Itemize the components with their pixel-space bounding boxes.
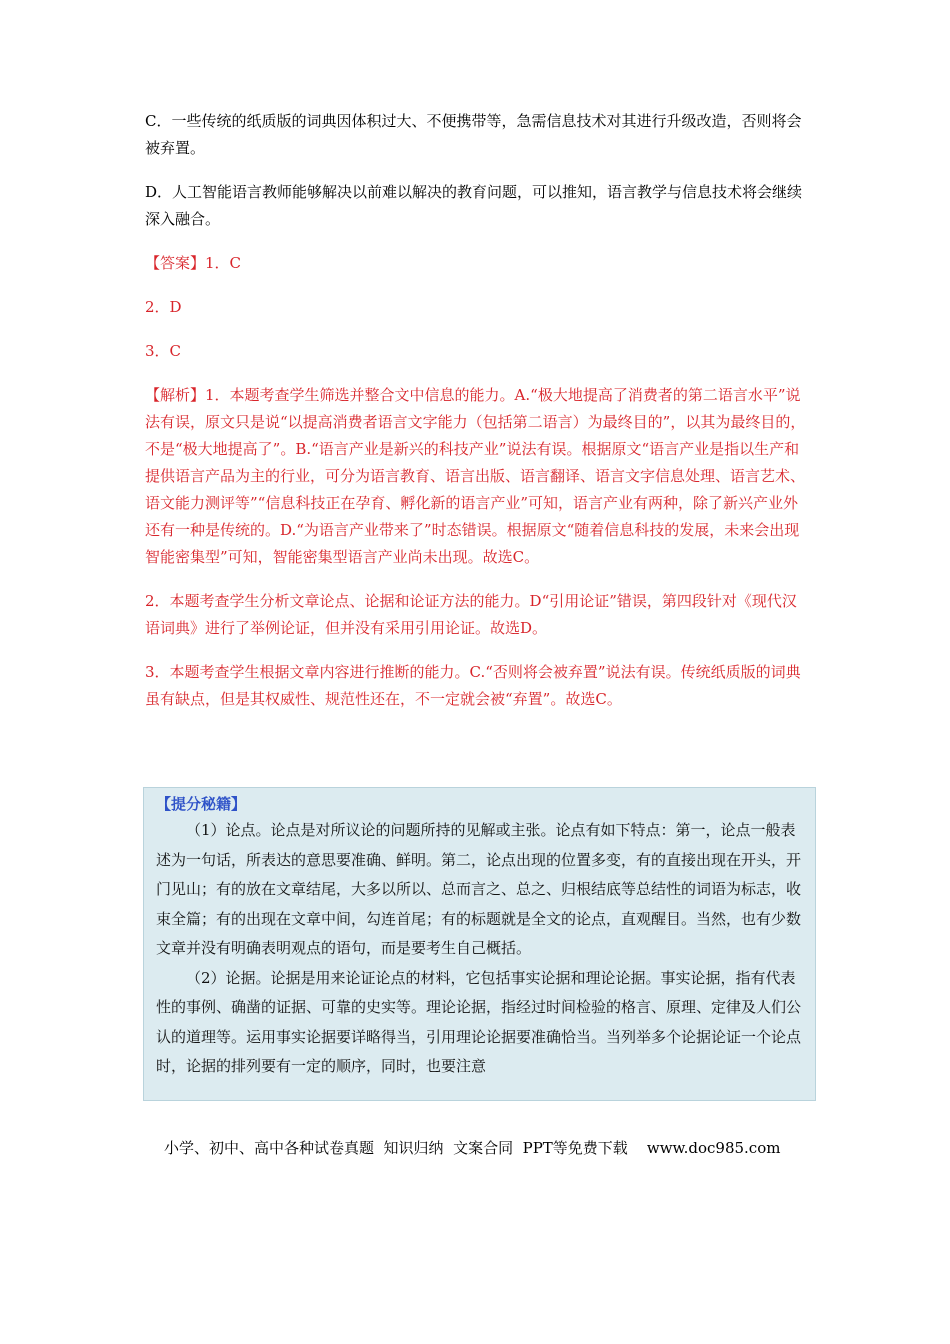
answer-2: 2．D bbox=[145, 298, 182, 316]
analysis-1 bbox=[145, 382, 810, 571]
analysis-tag: 【解析】 bbox=[145, 386, 206, 404]
answer-1: 1．C bbox=[205, 254, 242, 272]
analysis-2: 2．本题考查学生分析文章论点、论据和论证方法的能力。D“引用论证”错误，第四段针对《现代汉语词典》进行了举例论证，但并没有采用引用论证。故选D。 bbox=[145, 592, 797, 637]
analysis-3: 3．本题考查学生根据文章内容进行推断的能力。C.“否则将会被弃置”说法有误。传统纸质版的词典虽有缺点，但是其权威性、规范性还在，不一定就会被“弃置”。故选C。 bbox=[145, 663, 801, 708]
tips-paragraph-1: （1）论点。论点是对所议论的问题所持的见解或主张。论点有如下特点：第一，论点一般表述为一句话，所表达的意思要准确、鲜明。第二，论点出现的位置多变，有的直接出现在开头，开门见山；有的放在文章结尾，大多以所以、总而言之、总之、归根结底等总结性的词语为标志，收束全篇；有的出现在文章中间，勾连首尾；有的标题就是全文的论点，直观醒目。当然，也有少数文章并没有明确表明观点的语句，而是要考生自己概括。 bbox=[156, 821, 802, 957]
tips-title: 【提分秘籍】 bbox=[156, 795, 247, 813]
answer-3: 3．C bbox=[145, 342, 182, 360]
document-body bbox=[145, 108, 810, 730]
tips-paragraph-2: （2）论据。论据是用来论证论点的材料，它包括事实论据和理论论据。事实论据，指有代表性的事例、确凿的证据、可靠的史实等。理论论据，指经过时间检验的格言、原理、定律及人们公认的道理等。运用事实论据要详略得当，引用理论论据要准确恰当。当列举多个论据论证一个论点时，论据的排列要有一定的顺序，同时，也要注意 bbox=[156, 968, 802, 1075]
analysis-1-text: 1．本题考查学生筛选并整合文中信息的能力。A.“极大地提高了消费者的第二语言水平”说法有误，原文只是说“以提高消费者语言文字能力（包括第二语言）为最终目的”，以其为最终目的，不是“极大地提高了”。B.“语言产业是新兴的科技产业”说法有误。根据原文“语言产业是指以生产和提供语言产品为主的行业，可分为语言教育、语言出版、语言翻译、语言文字信息处理、语言艺术、语文能力测评等”“信息科技正在孕育、孵化新的语言产业”可知，语言产业有两种，除了新兴产业外还有一种是传统的。D.“为语言产业带来了”时态错误。根据原文“随着信息科技的发展，未来会出现智能密集型”可知，智能密集型语言产业尚未出现。故选C。 bbox=[145, 386, 806, 566]
option-c: C．一些传统的纸质版的词典因体积过大、不便携带等，急需信息技术对其进行升级改造，否则将会被弃置。 bbox=[145, 112, 802, 157]
tips-box bbox=[143, 787, 816, 1101]
answer-tag: 【答案】 bbox=[145, 254, 206, 272]
footer-banner: 小学、初中、高中各种试卷真题 知识归纳 文案合同 PPT等免费下载 www.doc985.com bbox=[164, 1139, 781, 1157]
option-d: D．人工智能语言教师能够解决以前难以解决的教育问题，可以推知，语言教学与信息技术将会继续深入融合。 bbox=[145, 183, 803, 228]
answer-line bbox=[145, 250, 810, 277]
